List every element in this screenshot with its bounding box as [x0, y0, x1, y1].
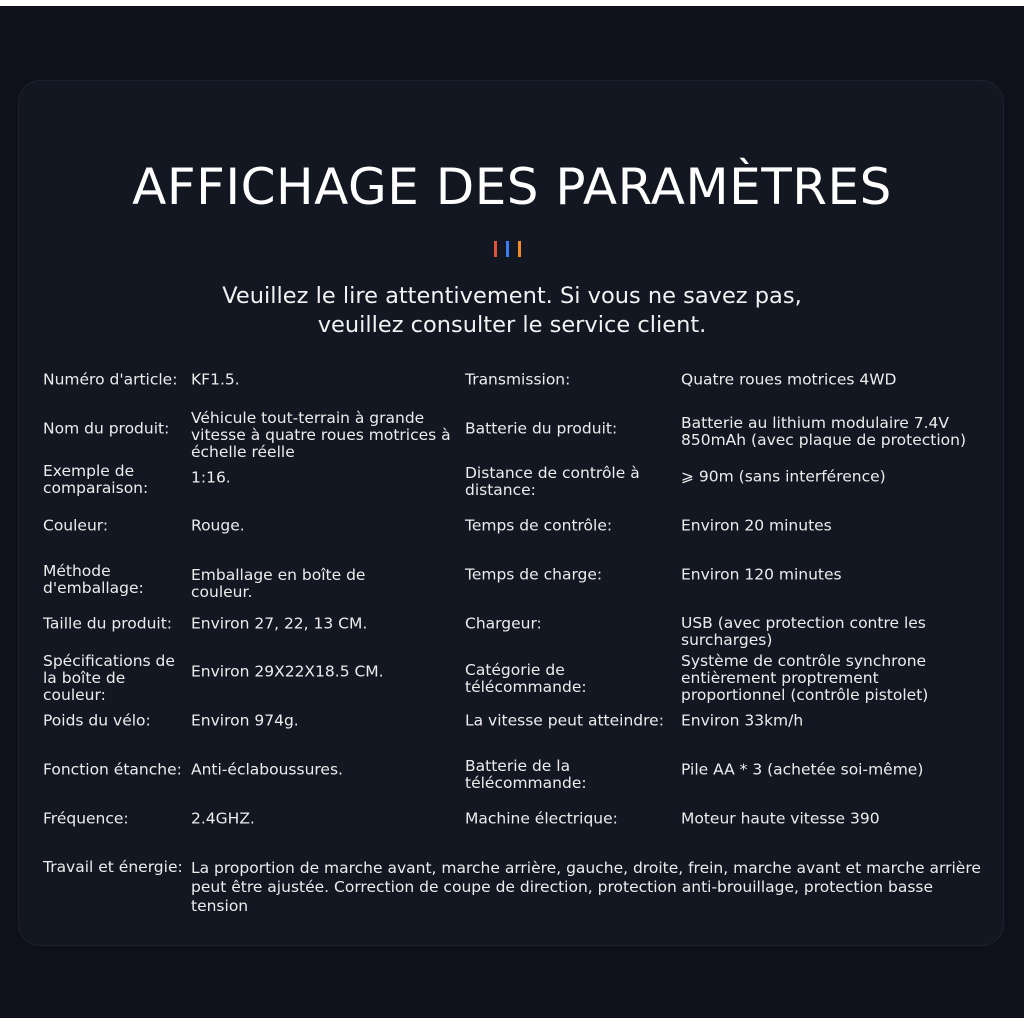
spec-value-scale: 1:16. — [191, 468, 231, 487]
spec-value-transmission: Quatre roues motrices 4WD — [681, 370, 897, 389]
accent-bar-red — [494, 241, 497, 257]
spec-label-control-distance: Distance de contrôle à distance: — [465, 464, 640, 499]
page-title: AFFICHAGE DES PARAMÈTRES — [132, 158, 892, 216]
spec-value-charge-time: Environ 120 minutes — [681, 565, 842, 584]
accent-bars — [494, 241, 521, 257]
spec-value-work-energy: La proportion de marche avant, marche arrière, gauche, droite, frein, marche avant et marche arrière peut être ajustée. Correction de coupe de direction, protection anti-brouillage, protection basse tension — [191, 859, 981, 915]
subtitle — [0, 282, 1024, 340]
spec-value-battery: Batterie au lithium modulaire 7.4V 850mAh (avec plaque de protection) — [681, 414, 967, 449]
spec-value-charger: USB (avec protection contre les surcharges) — [681, 614, 926, 649]
spec-label-weight: Poids du vélo: — [43, 711, 151, 730]
spec-label-battery: Batterie du produit: — [465, 419, 618, 438]
accent-bar-blue — [506, 241, 509, 257]
spec-label-article-number: Numéro d'article: — [43, 370, 178, 389]
spec-label-product-name: Nom du produit: — [43, 419, 170, 438]
spec-label-packaging: Méthode d'emballage: — [43, 562, 144, 597]
spec-label-work-energy: Travail et énergie: — [43, 858, 183, 876]
spec-label-color: Couleur: — [43, 516, 109, 535]
accent-bar-orange — [518, 241, 521, 257]
spec-value-motor: Moteur haute vitesse 390 — [681, 809, 880, 828]
spec-label-motor: Machine électrique: — [465, 809, 618, 828]
spec-value-frequency: 2.4GHZ. — [191, 809, 255, 828]
spec-label-scale: Exemple de comparaison: — [43, 462, 149, 497]
spec-value-control-time: Environ 20 minutes — [681, 516, 832, 535]
spec-value-color: Rouge. — [191, 516, 245, 535]
spec-value-product-name: Véhicule tout-terrain à grande vitesse à quatre roues motrices à échelle réelle — [191, 409, 451, 461]
spec-value-waterproof: Anti-éclaboussures. — [191, 760, 343, 779]
spec-label-remote-category: Catégorie de télécommande: — [465, 661, 587, 696]
spec-value-box-specs: Environ 29X22X18.5 CM. — [191, 662, 384, 681]
spec-label-remote-battery: Batterie de la télécommande: — [465, 757, 587, 792]
spec-value-weight: Environ 974g. — [191, 711, 299, 730]
spec-label-transmission: Transmission: — [465, 370, 571, 389]
subtitle-line-2: veuillez consulter le service client. — [317, 312, 707, 338]
spec-label-control-time: Temps de contrôle: — [465, 516, 613, 535]
spec-value-top-speed: Environ 33km/h — [681, 711, 804, 730]
spec-label-charger: Chargeur: — [465, 614, 542, 633]
spec-value-packaging: Emballage en boîte de couleur. — [191, 566, 366, 601]
spec-label-box-specs: Spécifications de la boîte de couleur: — [43, 652, 175, 704]
spec-value-article-number: KF1.5. — [191, 370, 240, 389]
spec-label-product-size: Taille du produit: — [43, 614, 172, 633]
spec-value-control-distance: ⩾ 90m (sans interférence) — [681, 467, 886, 486]
spec-label-waterproof: Fonction étanche: — [43, 760, 182, 779]
spec-label-frequency: Fréquence: — [43, 809, 129, 828]
spec-label-top-speed: La vitesse peut atteindre: — [465, 711, 664, 730]
subtitle-line-1: Veuillez le lire attentivement. Si vous ne savez pas, — [222, 283, 802, 309]
spec-value-remote-category: Système de contrôle synchrone entièrement proptrement proportionnel (contrôle pistolet) — [681, 652, 929, 704]
spec-value-remote-battery: Pile AA * 3 (achetée soi-même) — [681, 760, 924, 779]
spec-label-charge-time: Temps de charge: — [465, 565, 603, 584]
spec-value-product-size: Environ 27, 22, 13 CM. — [191, 614, 368, 633]
